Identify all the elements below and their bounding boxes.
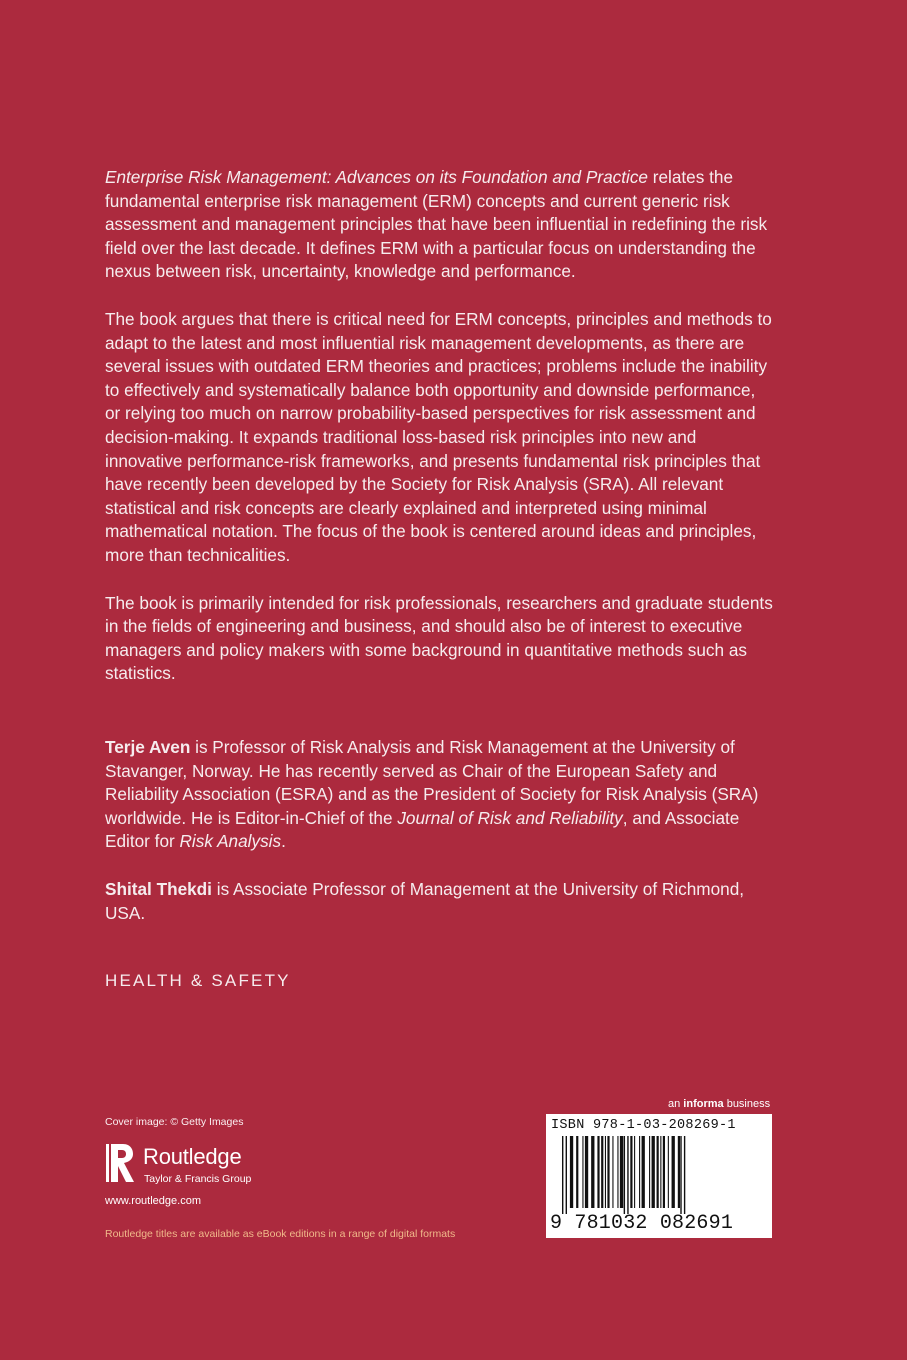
barcode-bar	[562, 1136, 563, 1214]
routledge-r-icon	[105, 1142, 137, 1186]
barcode-bar	[601, 1136, 603, 1208]
ean-digits: 9 781032 082691	[550, 1212, 734, 1235]
barcode-bar	[620, 1136, 623, 1208]
barcode-bar	[612, 1136, 613, 1208]
barcode-bar	[678, 1136, 680, 1208]
subject-category: HEALTH & SAFETY	[105, 971, 291, 990]
author-name-1: Terje Aven	[105, 737, 191, 757]
author-bio-2	[105, 878, 775, 925]
blurb-paragraph-3: The book is primarily intended for risk professionals, researchers and graduate students in the fields of engineering and business, and should also be of interest to executive managers and policy makers with some background in quantitative methods such as statistics.	[105, 592, 773, 684]
barcode-bar	[576, 1136, 578, 1208]
book-title: Enterprise Risk Management: Advances on its Foundation and Practice	[105, 167, 648, 187]
barcode-bar	[630, 1136, 632, 1208]
isbn-barcode	[546, 1114, 772, 1238]
back-cover-blurb	[105, 166, 775, 710]
barcode-bar	[566, 1136, 567, 1214]
barcode-bar	[597, 1136, 599, 1208]
blurb-paragraph-2: The book argues that there is critical need for ERM concepts, principles and methods to adapt to the latest and most influential risk management developments, as there are several issues with outdated ERM theories and practices; problems include the inability to effectively and systematically balance both opportunity and downside performance, or relying too much on narrow probability-based perspectives for risk assessment and decision-making. It expands traditional loss-based risk principles into new and innovative performance-risk frameworks, and presents fundamental risk principles that have recently been developed by the Society for Risk Analysis (SRA). All relevant statistical and risk concepts are clearly explained and interpreted using minimal mathematical notation. The focus of the book is centered around ideas and principles, more than technicalities.	[105, 308, 772, 565]
barcode-bar	[684, 1136, 685, 1214]
isbn-number: ISBN 978-1-03-208269-1	[551, 1118, 736, 1133]
author-name-2: Shital Thekdi	[105, 878, 212, 899]
author-bio-1-text-2: , and Associate Editor for	[105, 807, 740, 852]
barcode-bar	[617, 1136, 618, 1208]
author-bio-1-end: .	[281, 831, 286, 852]
ebook-note: Routledge titles are available as eBook editions in a range of digital formats	[105, 1228, 456, 1240]
barcode-bar	[663, 1136, 665, 1208]
barcode-bar	[591, 1136, 594, 1208]
blurb-paragraph-1	[105, 166, 775, 284]
journal-title: Journal of Risk and Reliability	[397, 807, 623, 828]
informa-business-label	[668, 1098, 770, 1110]
barcode-bar	[652, 1136, 655, 1208]
barcode-bar	[570, 1136, 573, 1208]
barcode-bar	[582, 1136, 583, 1208]
author-bio-1-text: is Professor of Risk Analysis and Risk Management at the University of Stavanger, Norway. He has recently served as Chair of the European Safety and Reliability Association (ESRA) and as the President of Society for Risk Analysis (SRA) worldwide. He is Editor-in-Chief of the	[105, 737, 759, 828]
publisher-url[interactable]: www.routledge.com	[105, 1195, 201, 1207]
barcode-bar	[585, 1136, 588, 1208]
barcode-bar	[627, 1136, 628, 1214]
barcode-bar	[607, 1136, 609, 1208]
cover-image-credit: Cover image: © Getty Images	[105, 1116, 244, 1128]
blurb-paragraph-1-text: relates the fundamental enterprise risk management (ERM) concepts and current generic risk assessment and management principles that have been influential in redefining the risk field over the last decade. It defines ERM with a particular focus on understanding the nexus between risk, uncertainty, knowledge and performance.	[105, 167, 768, 282]
publisher-name: Routledge	[143, 1144, 242, 1169]
barcode-bar	[634, 1136, 635, 1208]
informa-word: informa	[683, 1098, 724, 1110]
barcode-bar	[660, 1136, 661, 1208]
barcode-bars	[546, 1136, 772, 1214]
barcode-bar	[680, 1136, 681, 1214]
routledge-logo	[105, 1142, 305, 1192]
barcode-bar	[624, 1136, 625, 1214]
informa-suffix: business	[723, 1098, 771, 1110]
barcode-bar	[672, 1136, 675, 1208]
informa-prefix: an	[668, 1098, 684, 1110]
barcode-bar	[639, 1136, 640, 1208]
barcode-bar	[649, 1136, 650, 1208]
journal-title-2: Risk Analysis	[179, 831, 282, 852]
author-bios	[105, 736, 775, 949]
barcode-bar	[605, 1136, 606, 1208]
author-bio-2-text: is Associate Professor of Management at the University of Richmond, USA.	[105, 878, 745, 923]
barcode-bar	[642, 1136, 645, 1208]
barcode-bar	[668, 1136, 669, 1208]
author-bio-1	[105, 736, 775, 854]
publisher-group: Taylor & Francis Group	[144, 1173, 252, 1185]
barcode-bar	[657, 1136, 659, 1208]
